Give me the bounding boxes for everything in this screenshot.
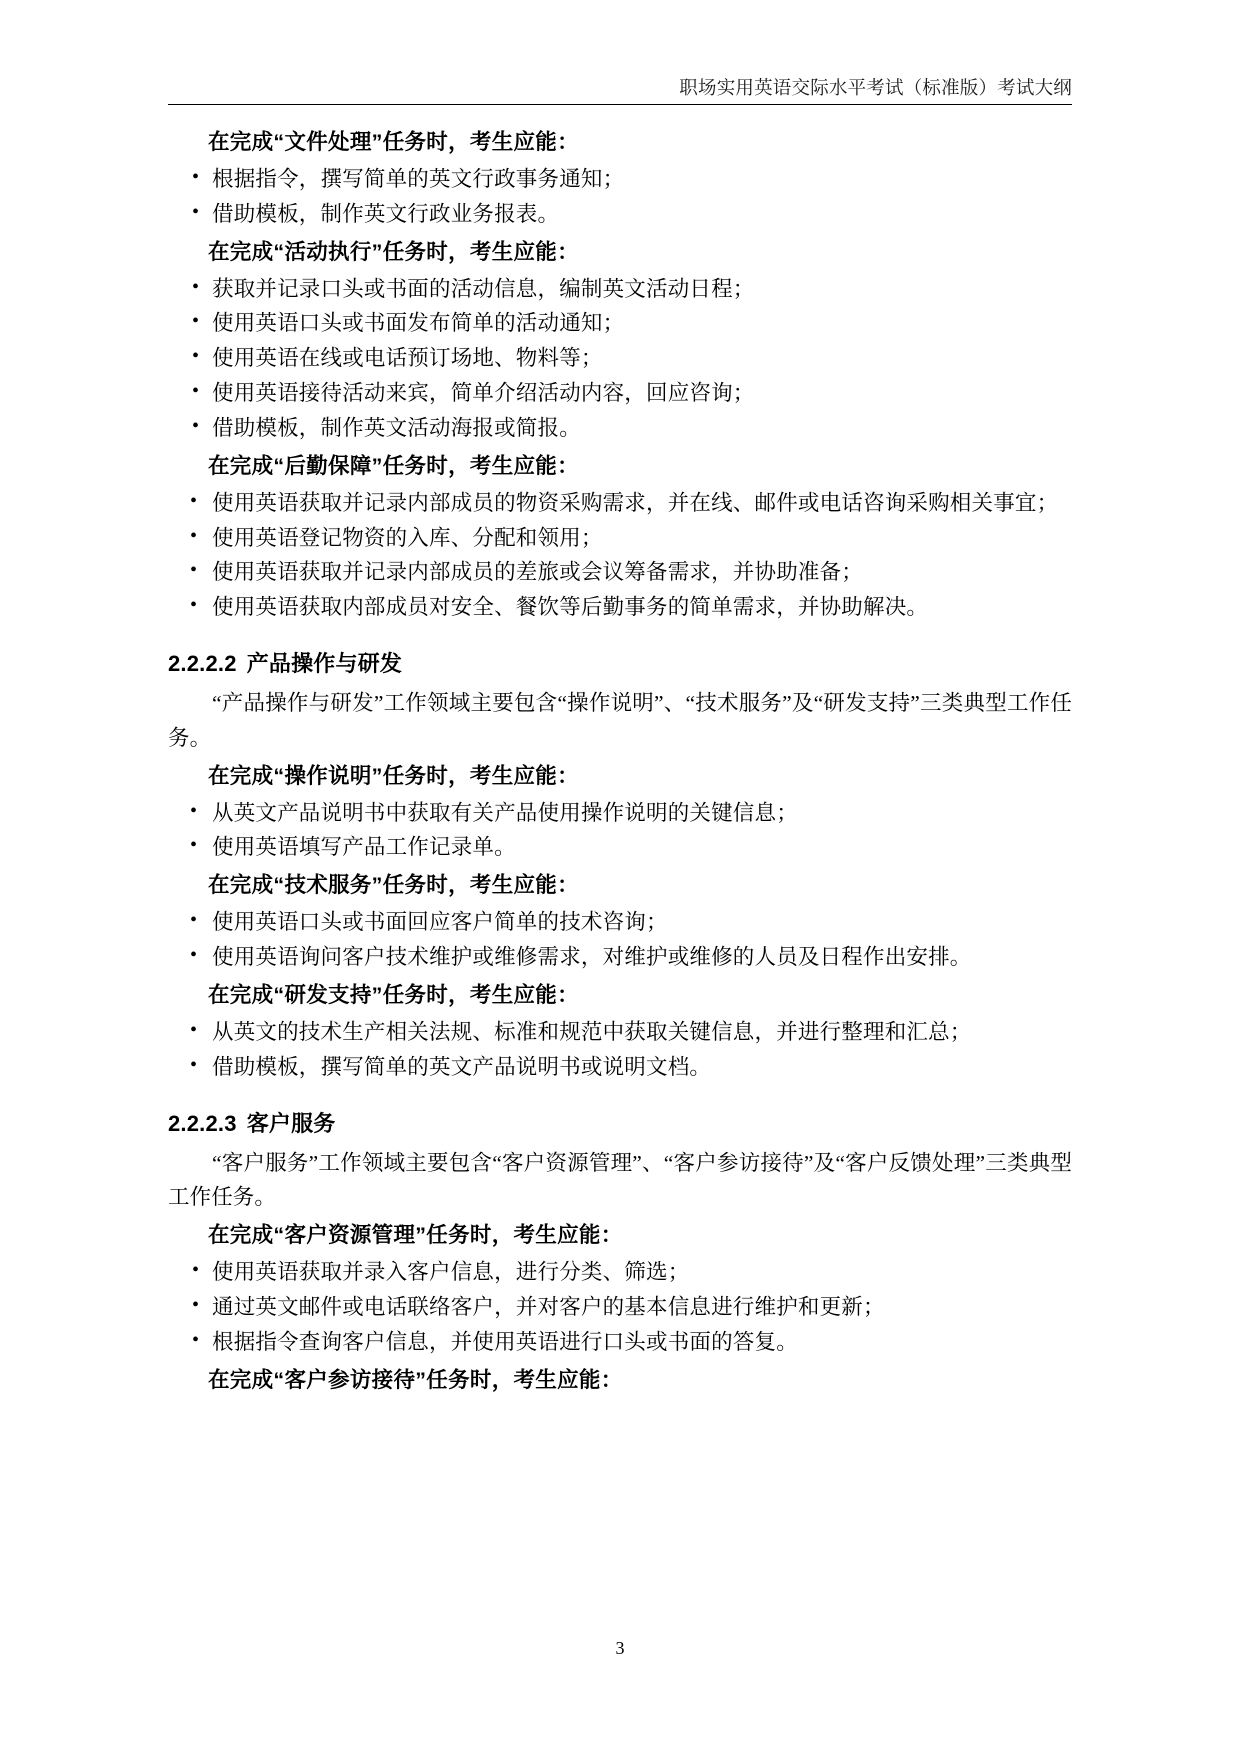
task-bullet-list <box>168 272 1072 446</box>
list-item: • 使用英语口头或书面发布简单的活动通知； <box>168 306 1072 341</box>
section-number: 2.2.2.3 <box>168 1110 237 1136</box>
list-item: • 获取并记录口头或书面的活动信息，编制英文活动日程； <box>168 272 1072 307</box>
list-item: • 使用英语获取并记录内部成员的差旅或会议筹备需求，并协助准备； <box>168 555 1072 590</box>
section-title: 客户服务 <box>246 1110 336 1136</box>
page-content <box>168 126 1072 1400</box>
task-bullet-list <box>168 162 1072 232</box>
section-paragraph: “客户服务”工作领域主要包含“客户资源管理”、“客户参访接待”及“客户反馈处理”三类典型工作任务。 <box>168 1150 1072 1210</box>
list-item: • 从英文产品说明书中获取有关产品使用操作说明的关键信息； <box>168 796 1072 831</box>
task-block <box>168 760 1072 866</box>
list-item: • 使用英语获取内部成员对安全、餐饮等后勤事务的简单需求，并协助解决。 <box>168 590 1072 625</box>
task-bullet-list <box>168 1255 1072 1359</box>
running-header: 职场实用英语交际水平考试（标准版）考试大纲 <box>679 79 1072 99</box>
list-item: • 根据指令，撰写简单的英文行政事务通知； <box>168 162 1072 197</box>
task-block-heading: 在完成“研发支持”任务时，考生应能： <box>208 982 579 1007</box>
list-item: • 使用英语口头或书面回应客户简单的技术咨询； <box>168 905 1072 940</box>
task-bullet-list <box>168 796 1072 866</box>
task-block <box>168 869 1072 975</box>
list-item: • 使用英语填写产品工作记录单。 <box>168 830 1072 865</box>
task-block <box>168 236 1072 446</box>
section-title: 产品操作与研发 <box>246 651 403 677</box>
task-block-heading: 在完成“客户资源管理”任务时，考生应能： <box>208 1223 623 1248</box>
task-block-heading: 在完成“活动执行”任务时，考生应能： <box>208 239 579 264</box>
list-item: • 通过英文邮件或电话联络客户，并对客户的基本信息进行维护和更新； <box>168 1290 1072 1325</box>
task-bullet-list <box>168 486 1072 625</box>
task-block <box>168 126 1072 232</box>
task-block-heading: 在完成“文件处理”任务时，考生应能： <box>208 130 579 154</box>
header-divider <box>168 104 1072 105</box>
list-item: • 借助模板，撰写简单的英文产品说明书或说明文档。 <box>168 1050 1072 1085</box>
section-number: 2.2.2.2 <box>168 651 237 677</box>
section-heading-2223 <box>168 1107 1072 1138</box>
list-item: • 使用英语获取并录入客户信息，进行分类、筛选； <box>168 1255 1072 1290</box>
list-item: • 根据指令查询客户信息，并使用英语进行口头或书面的答复。 <box>168 1325 1072 1360</box>
list-item: • 借助模板，制作英文行政业务报表。 <box>168 197 1072 232</box>
task-block-heading: 在完成“后勤保障”任务时，考生应能： <box>208 453 579 478</box>
task-block-heading: 在完成“操作说明”任务时，考生应能： <box>208 763 579 788</box>
task-block <box>168 979 1072 1085</box>
task-bullet-list <box>168 1015 1072 1085</box>
task-block-heading: 在完成“技术服务”任务时，考生应能： <box>208 873 579 898</box>
list-item: • 使用英语在线或电话预订场地、物料等； <box>168 341 1072 376</box>
list-item: • 使用英语登记物资的入库、分配和领用； <box>168 521 1072 556</box>
task-block <box>168 450 1072 625</box>
task-bullet-list <box>168 905 1072 975</box>
page-number: 3 <box>615 1638 625 1658</box>
section-heading-2222 <box>168 647 1072 678</box>
list-item: • 使用英语询问客户技术维护或维修需求，对维护或维修的人员及日程作出安排。 <box>168 940 1072 975</box>
task-block <box>168 1219 1072 1359</box>
task-block-heading: 在完成“客户参访接待”任务时，考生应能： <box>208 1367 623 1392</box>
list-item: • 借助模板，制作英文活动海报或简报。 <box>168 411 1072 446</box>
task-block <box>168 1364 1072 1398</box>
list-item: • 使用英语获取并记录内部成员的物资采购需求，并在线、邮件或电话咨询采购相关事宜； <box>168 486 1072 521</box>
section-paragraph: “产品操作与研发”工作领域主要包含“操作说明”、“技术服务”及“研发支持”三类典型工作任务。 <box>168 691 1072 750</box>
list-item: • 从英文的技术生产相关法规、标准和规范中获取关键信息，并进行整理和汇总； <box>168 1015 1072 1050</box>
list-item: • 使用英语接待活动来宾，简单介绍活动内容，回应咨询； <box>168 376 1072 411</box>
